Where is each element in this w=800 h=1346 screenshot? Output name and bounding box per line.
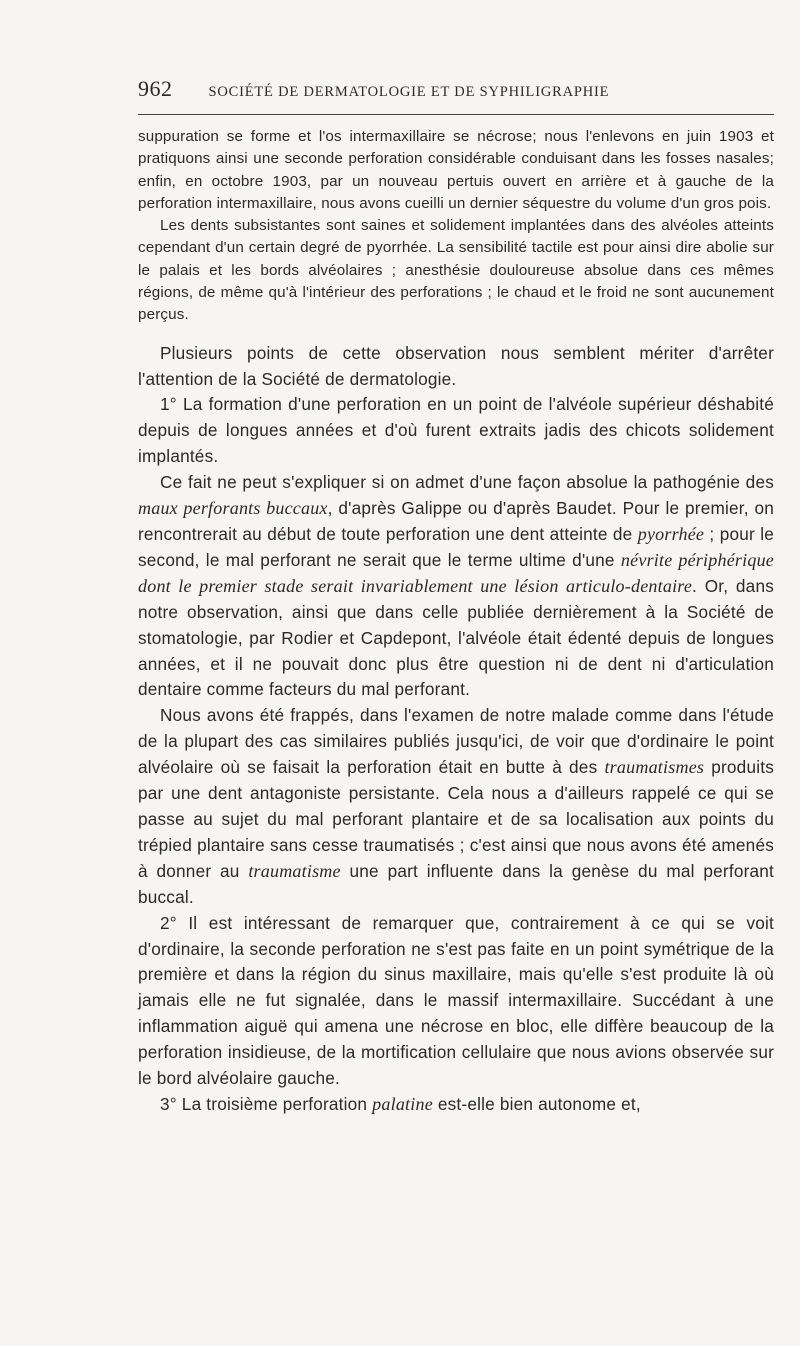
paragraph [138,215,774,326]
text-run: suppuration se forme et l'os intermaxillaire se nécrose; nous l'enlevons en juin 1903 et pratiquons ainsi une seconde perforation considérable conduisant dans les fosses nasales; enfin, en octobre 1903, par un nouveau pertuis ouvert en arrière et à gauche de la perforation intermaxillaire, nous avons cueilli un dernier séquestre du volume d'un gros pois. [138,128,774,212]
paragraph [138,911,774,1092]
italic-term: pyorrhée [637,524,705,545]
text-run: . Or, dans notre observation, ainsi que dans celle publiée dernièrement à la Société de stomatologie, par Rodier et Capdepont, l'alvéole était édenté depuis de longues années, et il ne pouvait donc plus être question ni de dent ni d'articulation dentaire comme facteurs du mal perforant. [138,575,774,700]
paragraph [138,470,774,703]
italic-term: névrite périphérique dont le premier stade serait invariablement une lésion articulo-dentaire [138,549,774,596]
italic-term: traumatismes [604,757,705,778]
text-run: 3° La troisième perforation [160,1093,373,1114]
text-run: produits par une dent antagoniste persistante. Cela nous a d'ailleurs rappelé ce qui se passe au sujet du mal perforant plantaire et de sa localisation aux points du trépied plantaire sans cesse traumatisés ; c'est ainsi que nous avons été amenés à donner au [138,757,774,881]
case-notes [138,126,774,327]
text-run: ; pour le second, le mal perforant ne serait que le terme ultime d'une [138,524,774,570]
paragraph [138,703,774,910]
text-run: 1° La formation d'une perforation en un point de l'alvéole supérieur déshabité depuis de longues années et d'où furent extraits jadis des chicots solidement implantés. [138,394,774,467]
italic-term: maux perforants buccaux [138,498,328,519]
running-title: SOCIÉTÉ DE DERMATOLOGIE ET DE SYPHILIGRAPHIE [208,84,610,100]
text-run: une part influente dans la genèse du mal perforant buccal. [138,860,775,907]
text-run: Nous avons été frappés, dans l'examen de notre malade comme dans l'étude de la plupart des cas similaires publiés jusqu'ici, de voir que d'ordinaire le point alvéolaire où se faisait la perforation était en butte à des [138,705,774,778]
discussion [138,341,774,1118]
text-run: Les dents subsistantes sont saines et solidement implantées dans des alvéoles atteints cependant d'un certain degré de pyorrhée. La sensibilité tactile est pour ainsi dire abolie sur le palais et les bords alvéolaires ; anesthésie douloureuse absolue dans ces mêmes régions, de même qu'à l'intérieur des perforations ; le chaud et le froid ne sont aucunement perçus. [138,217,774,324]
italic-term: traumatisme [248,860,341,881]
paragraph [138,1092,774,1118]
text-run: Plusieurs points de cette observation nous semblent mériter d'arrêter l'attention de la Société de dermatologie. [138,342,774,389]
paragraph [138,392,774,470]
header-rule [138,114,774,115]
page-header [138,76,774,102]
italic-term: palatine [372,1093,433,1114]
paragraph [138,341,774,393]
body-text [138,126,774,1118]
page-number: 962 [138,76,173,101]
text-run: est-elle bien autonome et, [432,1093,641,1114]
text-run: 2° Il est intéressant de remarquer que, contrairement à ce qui se voit d'ordinaire, la seconde perforation ne s'est pas faite en un point symétrique de la première et dans la région du sinus maxillaire, mais qu'elle s'est produite là où jamais elle ne fut signalée, dans le massif intermaxillaire. Succédant à une inflammation aiguë qui amena une nécrose en bloc, elle diffère beaucoup de la perforation insidieuse, de la mortification cellulaire que nous avions observée sur le bord alvéolaire gauche. [138,912,774,1089]
text-run: , d'après Galippe ou d'après Baudet. Pour le premier, on rencontrerait au début de toute perforation une dent atteinte de [138,498,774,545]
text-run: Ce fait ne peut s'expliquer si on admet d'une façon absolue la pathogénie des [160,472,774,493]
paragraph [138,126,774,215]
